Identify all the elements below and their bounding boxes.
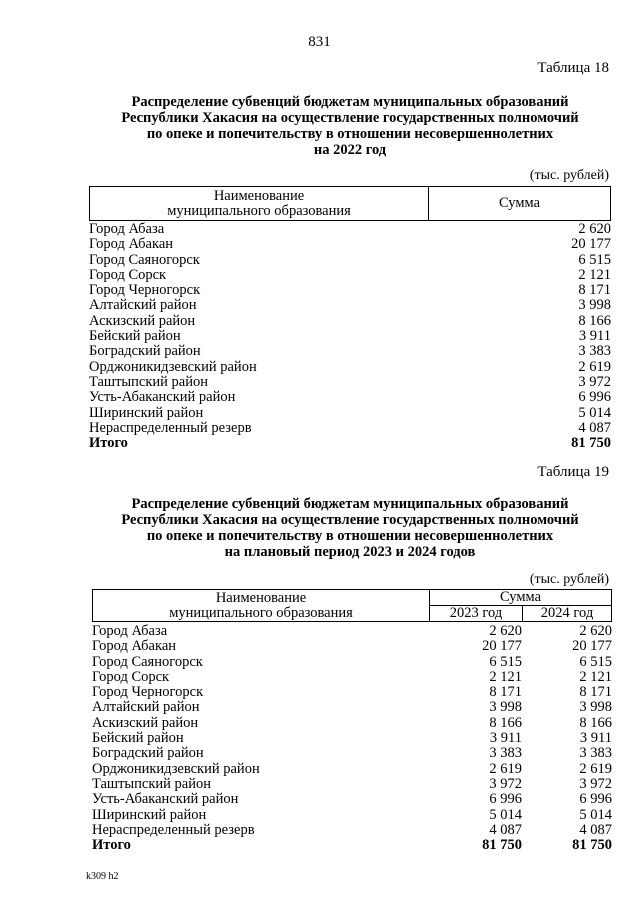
total-2024: 81 750 bbox=[572, 837, 612, 854]
amount-2024: 8 166 bbox=[579, 714, 612, 731]
table-row bbox=[89, 314, 611, 329]
table19-header-name bbox=[93, 590, 430, 622]
amount-2023: 3 911 bbox=[489, 730, 522, 747]
footer-code: k309 h2 bbox=[86, 871, 119, 882]
amount-2024: 2 619 bbox=[579, 760, 612, 777]
region-name: Боградский район bbox=[89, 343, 201, 360]
table-row bbox=[89, 344, 611, 359]
table-row bbox=[89, 253, 611, 268]
amount-2024: 6 996 bbox=[579, 791, 612, 808]
table19-header bbox=[92, 589, 612, 622]
total-2023: 81 750 bbox=[482, 837, 522, 854]
amount-value: 8 171 bbox=[578, 282, 611, 299]
table-row bbox=[89, 268, 611, 283]
amount-value: 3 383 bbox=[578, 343, 611, 360]
header-name-line2: муниципального образования bbox=[169, 604, 353, 621]
region-name: Ширинский район bbox=[89, 404, 204, 421]
region-name: Боградский район bbox=[92, 745, 204, 762]
table-row bbox=[92, 777, 612, 792]
header-name-line2: муниципального образования bbox=[167, 202, 351, 219]
total-label: Итого bbox=[92, 837, 131, 854]
region-name: Город Абакан bbox=[89, 236, 174, 253]
amount-2023: 3 383 bbox=[489, 745, 522, 762]
table19-title-line: на плановый период 2023 и 2024 годов bbox=[224, 544, 476, 560]
table-row bbox=[92, 731, 612, 746]
table19-header-2023: 2023 год bbox=[430, 606, 523, 622]
table19-title bbox=[80, 496, 620, 560]
table-row bbox=[92, 655, 612, 670]
region-name: Орджоникидзевский район bbox=[89, 358, 257, 375]
region-name: Усть-Абаканский район bbox=[89, 389, 236, 406]
region-name: Город Абаза bbox=[89, 221, 165, 237]
total-value: 81 750 bbox=[571, 435, 611, 452]
amount-value: 2 620 bbox=[578, 221, 611, 237]
amount-2023: 8 166 bbox=[489, 714, 522, 731]
amount-value: 3 998 bbox=[578, 297, 611, 314]
amount-2024: 5 014 bbox=[579, 806, 612, 823]
amount-2024: 2 121 bbox=[579, 668, 612, 685]
table-row bbox=[92, 823, 612, 838]
region-name: Бейский район bbox=[92, 730, 184, 747]
table-row bbox=[92, 746, 612, 761]
table-row bbox=[89, 406, 611, 421]
amount-2023: 3 998 bbox=[489, 699, 522, 716]
amount-2024: 2 620 bbox=[579, 623, 612, 639]
amount-2023: 20 177 bbox=[482, 638, 522, 655]
amount-2023: 3 972 bbox=[489, 775, 522, 792]
amount-2023: 6 515 bbox=[489, 653, 522, 670]
table-row bbox=[92, 685, 612, 700]
total-row bbox=[89, 436, 611, 451]
total-label: Итого bbox=[89, 435, 128, 452]
table18-header bbox=[89, 186, 611, 221]
table-row bbox=[92, 639, 612, 654]
amount-value: 4 087 bbox=[578, 419, 611, 436]
amount-2024: 8 171 bbox=[579, 684, 612, 701]
amount-value: 3 972 bbox=[578, 373, 611, 390]
region-name: Усть-Абаканский район bbox=[92, 791, 239, 808]
table-row bbox=[89, 360, 611, 375]
amount-2024: 6 515 bbox=[579, 653, 612, 670]
region-name: Алтайский район bbox=[92, 699, 200, 716]
table-row bbox=[89, 298, 611, 313]
amount-2024: 3 911 bbox=[579, 730, 612, 747]
region-name: Город Саяногорск bbox=[89, 251, 200, 268]
region-name: Город Саяногорск bbox=[92, 653, 203, 670]
region-name: Нераспределенный резерв bbox=[92, 821, 255, 838]
table18-units: (тыс. рублей) bbox=[529, 168, 609, 183]
table18-title-line: на 2022 год bbox=[313, 142, 387, 158]
region-name: Орджоникидзевский район bbox=[92, 760, 260, 777]
table18-title bbox=[80, 94, 620, 158]
region-name: Аскизский район bbox=[89, 312, 196, 329]
amount-value: 20 177 bbox=[571, 236, 611, 253]
amount-2023: 4 087 bbox=[489, 821, 522, 838]
table-row bbox=[89, 329, 611, 344]
table18-label: Таблица 18 bbox=[537, 60, 609, 76]
table18-title-line: Распределение субвенций бюджетам муниципальных образований bbox=[131, 94, 569, 110]
amount-2024: 3 383 bbox=[579, 745, 612, 762]
region-name: Нераспределенный резерв bbox=[89, 419, 252, 436]
region-name: Алтайский район bbox=[89, 297, 197, 314]
table-row bbox=[92, 716, 612, 731]
amount-2023: 5 014 bbox=[489, 806, 522, 823]
amount-2023: 2 619 bbox=[489, 760, 522, 777]
header-name-line1: Наименование bbox=[213, 187, 305, 204]
table18-header-sum: Сумма bbox=[429, 187, 611, 221]
region-name: Город Абаза bbox=[92, 623, 168, 639]
table-row bbox=[89, 390, 611, 405]
table18-title-line: по опеке и попечительству в отношении несовершеннолетних bbox=[146, 126, 554, 142]
table18-body bbox=[89, 222, 611, 451]
amount-value: 5 014 bbox=[578, 404, 611, 421]
table-row bbox=[92, 700, 612, 715]
table-row bbox=[89, 283, 611, 298]
region-name: Таштыпский район bbox=[89, 373, 209, 390]
region-name: Аскизский район bbox=[92, 714, 199, 731]
table19-header-sum: Сумма bbox=[430, 590, 612, 606]
table-row bbox=[89, 421, 611, 436]
table19-units: (тыс. рублей) bbox=[529, 572, 609, 587]
table18-title-line: Республики Хакасия на осуществление государственных полномочий bbox=[121, 110, 579, 126]
amount-2023: 8 171 bbox=[489, 684, 522, 701]
amount-value: 6 996 bbox=[578, 389, 611, 406]
table-row bbox=[89, 375, 611, 390]
table19-title-line: Распределение субвенций бюджетам муниципальных образований bbox=[131, 496, 569, 512]
region-name: Город Черногорск bbox=[92, 684, 204, 701]
amount-value: 2 619 bbox=[578, 358, 611, 375]
region-name: Таштыпский район bbox=[92, 775, 212, 792]
page-number: 831 bbox=[308, 34, 331, 50]
table19-header-2024: 2024 год bbox=[523, 606, 612, 622]
region-name: Город Абакан bbox=[92, 638, 177, 655]
table-row bbox=[92, 670, 612, 685]
table-row bbox=[89, 222, 611, 237]
region-name: Город Черногорск bbox=[89, 282, 201, 299]
table19-label: Таблица 19 bbox=[537, 464, 609, 480]
table-row bbox=[92, 762, 612, 777]
table-row bbox=[92, 808, 612, 823]
table-row bbox=[92, 792, 612, 807]
amount-value: 2 121 bbox=[578, 266, 611, 283]
table-row bbox=[89, 237, 611, 252]
amount-2024: 3 972 bbox=[579, 775, 612, 792]
amount-2024: 20 177 bbox=[572, 638, 612, 655]
amount-value: 8 166 bbox=[578, 312, 611, 329]
amount-value: 3 911 bbox=[578, 328, 611, 345]
amount-2023: 6 996 bbox=[489, 791, 522, 808]
table18-header-name bbox=[90, 187, 429, 221]
table19-title-line: по опеке и попечительству в отношении несовершеннолетних bbox=[146, 528, 554, 544]
amount-2023: 2 121 bbox=[489, 668, 522, 685]
region-name: Ширинский район bbox=[92, 806, 207, 823]
header-name-line1: Наименование bbox=[215, 589, 307, 606]
table19-body bbox=[92, 624, 612, 853]
amount-2024: 3 998 bbox=[579, 699, 612, 716]
amount-value: 6 515 bbox=[578, 251, 611, 268]
region-name: Бейский район bbox=[89, 328, 181, 345]
region-name: Город Сорск bbox=[89, 266, 167, 283]
table19-title-line: Республики Хакасия на осуществление государственных полномочий bbox=[121, 512, 579, 528]
table-row bbox=[92, 624, 612, 639]
total-row bbox=[92, 838, 612, 853]
amount-2023: 2 620 bbox=[489, 623, 522, 639]
region-name: Город Сорск bbox=[92, 668, 170, 685]
amount-2024: 4 087 bbox=[579, 821, 612, 838]
